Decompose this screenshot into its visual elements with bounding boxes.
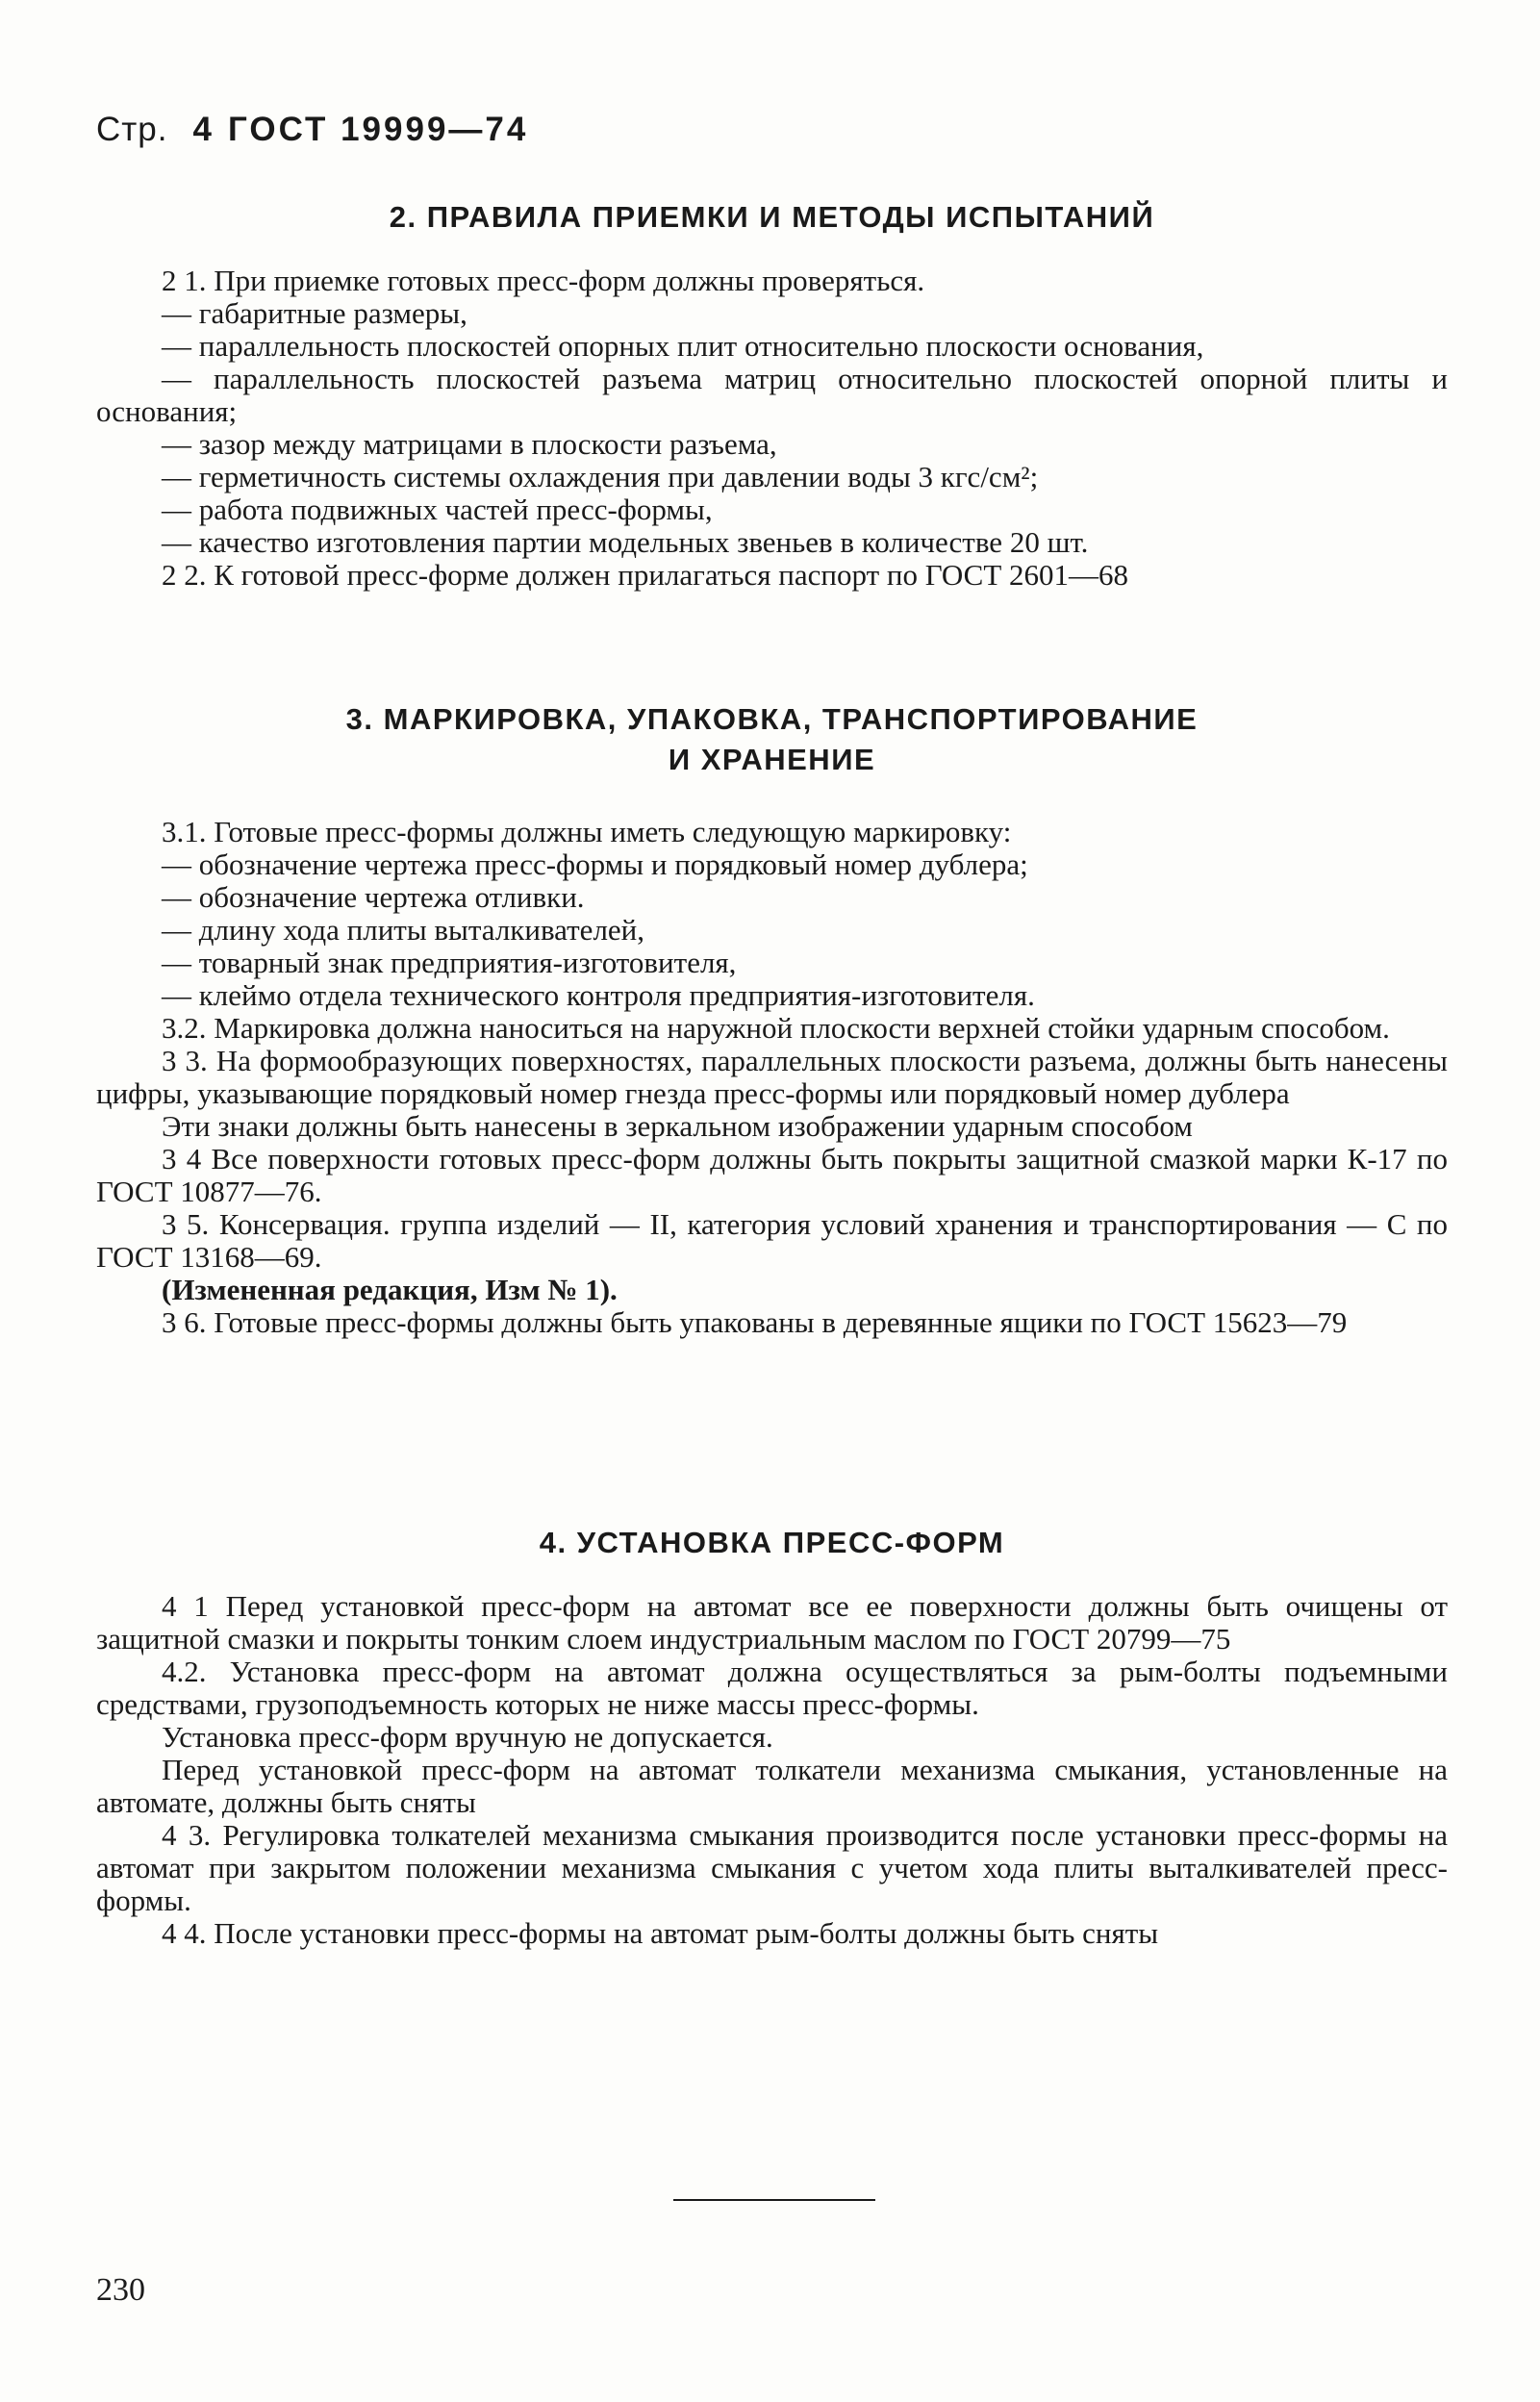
paragraph: 4 3. Регулировка толкателей механизма смыкания производится после установки пресс-формы на автомат при закрытом положении механизма смыкания с учетом хода плиты выталкивателей пресс-формы.	[96, 1818, 1448, 1917]
page-prefix: Стр.	[96, 111, 168, 148]
section-3-title	[96, 699, 1448, 780]
paragraph: 4 4. После установки пресс-формы на автомат рым-болты должны быть сняты	[162, 1916, 1159, 1950]
list-item: — работа подвижных частей пресс-формы,	[162, 493, 713, 526]
paragraph: 4 1 Перед установкой пресс-форм на автомат все ее поверхности должны быть очищены от защитной смазки и покрыты тонким слоем индустриальным маслом по ГОСТ 20799—75	[96, 1589, 1448, 1656]
page-number-header: 4	[192, 111, 213, 148]
section-3-title-line-1: 3. МАРКИРОВКА, УПАКОВКА, ТРАНСПОРТИРОВАНИЕ	[345, 702, 1199, 736]
paragraph: 3 4 Все поверхности готовых пресс-форм должны быть покрыты защитной смазкой марки К-17 по ГОСТ 10877—76.	[96, 1142, 1448, 1208]
list-item: — товарный знак предприятия-изготовителя,	[162, 946, 737, 979]
list-item: — качество изготовления партии модельных звеньев в количестве 20 шт.	[162, 525, 1089, 559]
list-item: — параллельность плоскостей опорных плит относительно плоскости основания,	[162, 329, 1204, 363]
paragraph: 3.1. Готовые пресс-формы должны иметь следующую маркировку:	[162, 815, 1012, 848]
footer-rule	[673, 2199, 875, 2201]
list-item: — габаритные размеры,	[162, 296, 467, 330]
list-item: — клеймо отдела технического контроля предприятия-изготовителя.	[162, 978, 1035, 1012]
list-item: — длину хода плиты выталкивателей,	[162, 913, 645, 947]
list-item: — обозначение чертежа отливки.	[162, 880, 585, 914]
paragraph: 2 2. К готовой пресс-форме должен прилагаться паспорт по ГОСТ 2601—68	[162, 558, 1129, 592]
section-3-body	[96, 816, 1448, 1339]
paragraph: 3 6. Готовые пресс-формы должны быть упакованы в деревянные ящики по ГОСТ 15623—79	[162, 1305, 1348, 1339]
section-4-title: 4. УСТАНОВКА ПРЕСС-ФОРМ	[539, 1526, 1005, 1559]
section-4-body	[96, 1590, 1448, 1950]
list-item: — обозначение чертежа пресс-формы и порядковый номер дублера;	[162, 847, 1028, 881]
paragraph: 4.2. Установка пресс-форм на автомат должна осуществляться за рым-болты подъемными средствами, грузоподъемность которых не ниже массы пресс-формы.	[96, 1655, 1448, 1721]
list-item: — параллельность плоскостей разъема матриц относительно плоскостей опорной плиты и основания;	[96, 362, 1448, 428]
amendment-note: (Измененная редакция, Изм № 1).	[162, 1273, 618, 1306]
paragraph: 2 1. При приемке готовых пресс-форм должны проверяться.	[162, 264, 925, 297]
section-2-body	[96, 265, 1448, 592]
page-number-footer: 230	[96, 2272, 145, 2308]
list-item: — зазор между матрицами в плоскости разъема,	[162, 427, 777, 461]
list-item: — герметичность системы охлаждения при давлении воды 3 кгс/см²;	[162, 460, 1039, 493]
section-2-title: 2. ПРАВИЛА ПРИЕМКИ И МЕТОДЫ ИСПЫТАНИЙ	[389, 200, 1155, 234]
paragraph: Установка пресс-форм вручную не допускается.	[162, 1720, 773, 1754]
section-3-title-line-2: И ХРАНЕНИЕ	[668, 743, 876, 776]
paragraph: Перед установкой пресс-форм на автомат толкатели механизма смыкания, установленные на автомате, должны быть сняты	[96, 1753, 1448, 1819]
standard-code: ГОСТ 19999—74	[227, 111, 529, 148]
paragraph: 3.2. Маркировка должна наноситься на наружной плоскости верхней стойки ударным способом.	[162, 1011, 1390, 1045]
paragraph: Эти знаки должны быть нанесены в зеркальном изображении ударным способом	[162, 1109, 1193, 1143]
paragraph: 3 5. Консервация. группа изделий — II, категория условий хранения и транспортирования — С по ГОСТ 13168—69.	[96, 1207, 1448, 1274]
paragraph: 3 3. На формообразующих поверхностях, параллельных плоскости разъема, должны быть нанесены цифры, указывающие порядковый номер гнезда пресс-формы или порядковый номер дублера	[96, 1044, 1448, 1110]
page-header	[96, 111, 528, 149]
